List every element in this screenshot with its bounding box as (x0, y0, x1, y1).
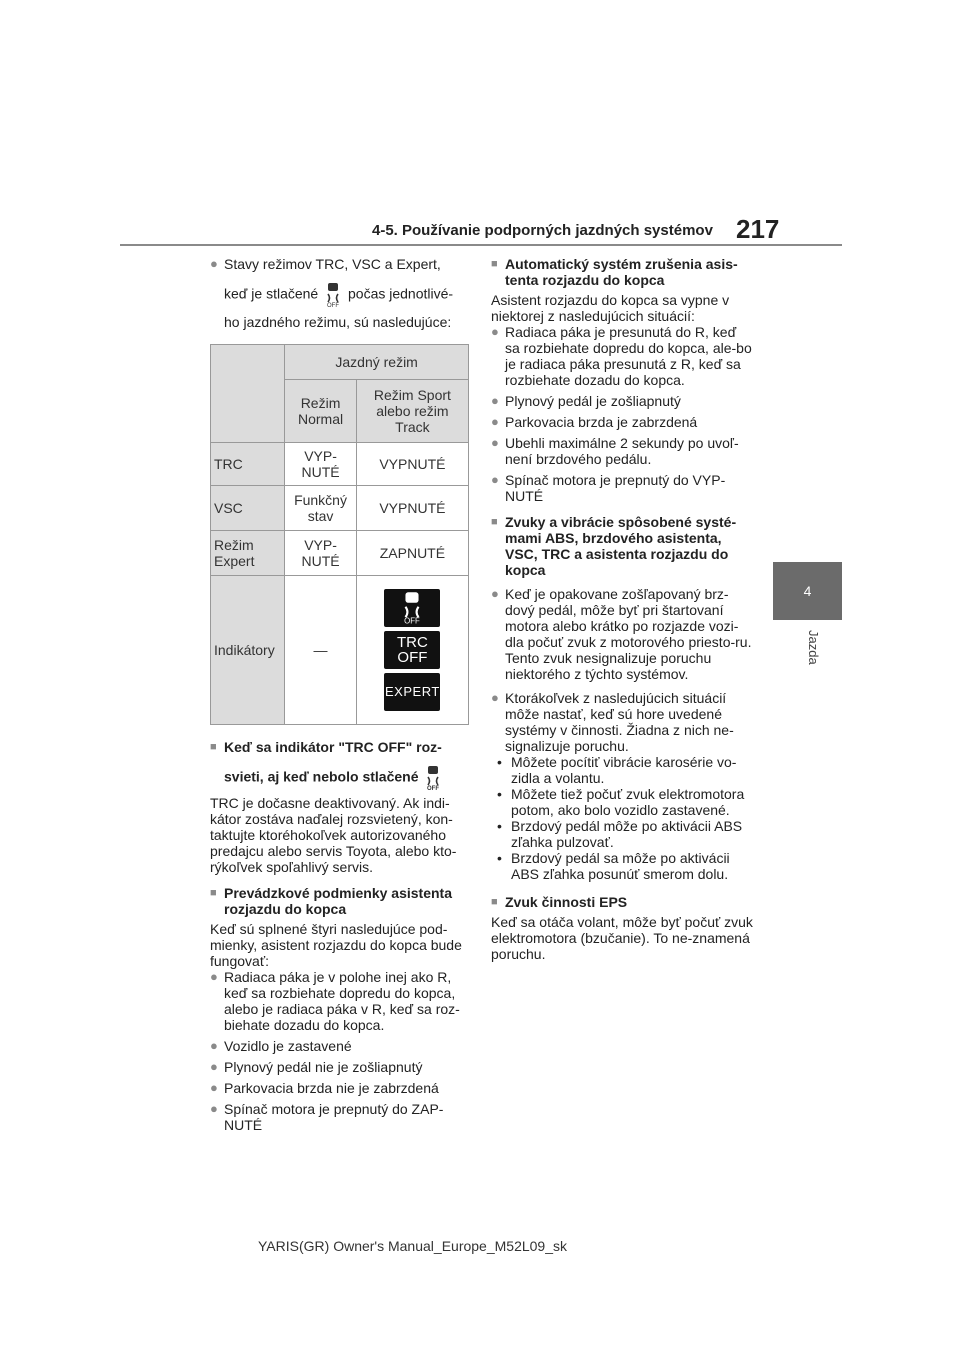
sub-list-item (491, 754, 753, 786)
header-rule (120, 244, 842, 246)
list-text: Spínač motora je prepnutý do VYP-NUTÉ (505, 472, 726, 504)
heading-trc-off (210, 739, 470, 791)
expert-indicator-icon: EXPERT (384, 673, 440, 711)
chapter-label: Jazda (806, 630, 821, 665)
list-item (210, 1038, 470, 1054)
table-cell: VYPNUTÉ (356, 443, 468, 486)
table-cell: VYP-NUTÉ (285, 531, 357, 576)
heading-text: Zvuky a vibrácie spôsobené systé-mami ABS, brzdového asistenta, VSC, TRC a asistenta rozjazdu do kopca (505, 514, 737, 578)
paragraph: TRC je dočasne deaktivovaný. Ak indi-kátor zostáva naďalej rozsvietený, kon-taktujte ktoréhokoľvek autorizovaného predajcu alebo servis Toyota, alebo kto-rýkoľvek spoľahlivý servis. (210, 795, 457, 875)
row-label: TRC (211, 443, 285, 486)
list-text: Môžete tiež počuť zvuk elektromotora potom, ako bolo vozidlo zastavené. (511, 786, 745, 818)
list-item (491, 586, 753, 682)
list-text: Ktorákoľvek z nasledujúcich situácií môže nastať, keď sú hore uvedené systémy v činnosti. Žiadna z nich ne-signalizuje poruchu. (505, 690, 734, 754)
left-column (210, 256, 470, 1138)
table-row (211, 443, 469, 486)
dot-bullet-icon: • (497, 754, 502, 770)
section-title: 4-5. Používanie podporných jazdných systémov (372, 222, 713, 239)
bullet-icon: ● (210, 1038, 218, 1053)
row-label: Indikátory (211, 576, 285, 725)
intro-text: keď je stlačené (224, 285, 319, 302)
footer-manual-id: YARIS(GR) Owner's Manual_Europe_M52L09_sk (258, 1238, 567, 1254)
square-bullet-icon: ■ (491, 516, 498, 528)
list-item (491, 690, 753, 754)
table-cell: VYP-NUTÉ (285, 443, 357, 486)
svg-text:OFF: OFF (427, 786, 440, 791)
heading-text-part: svieti, aj keď nebolo stlačené (224, 768, 419, 785)
vsc-off-indicator-glyph (397, 591, 427, 625)
table-corner (211, 345, 285, 443)
list-text: Keď je opakovane zošľapovaný brz-dový pedál, môže byť pri štartovaní motora alebo krátko po rozjazde vozi-dla počuť zvuk z motorového priesto-ru. Tento zvuk nesignalizuje poruchu niektorého z týchto systémov. (505, 586, 752, 682)
list-text: Brzdový pedál môže po aktivácii ABS zľahka pulzovať. (511, 818, 743, 850)
svg-text:OFF: OFF (327, 303, 340, 308)
indicator-text: OFF (397, 649, 428, 666)
table-row (211, 576, 469, 725)
page-number: 217 (736, 214, 780, 244)
bullet-icon: ● (491, 472, 499, 487)
bullet-icon: ● (491, 414, 499, 429)
intro-line (224, 282, 453, 308)
table-row (211, 486, 469, 531)
bullet-icon: ● (491, 324, 499, 339)
list-text: Radiaca páka je presunutá do R, keď sa rozbiehate dopredu do kopca, ale-bo je radiaca páka presunutá z R, keď sa rozbiehate dozadu do kopca. (505, 324, 752, 388)
list-text: Parkovacia brzda nie je zabrzdená (224, 1080, 439, 1096)
bullet-icon: ● (491, 435, 499, 450)
list-item (210, 1059, 470, 1075)
intro-line: ho jazdného režimu, sú nasledujúce: (224, 314, 452, 330)
square-bullet-icon: ■ (210, 887, 217, 899)
list-text: Brzdový pedál sa môže po aktivácii ABS zľahka posunúť smerom dolu. (511, 850, 730, 882)
table-col-header: Režim Normal (285, 380, 357, 443)
list-text: Parkovacia brzda je zabrzdená (505, 414, 698, 430)
list-text: Plynový pedál nie je zošliapnutý (224, 1059, 423, 1075)
table-col-header: Režim Sport alebo režim Track (356, 380, 468, 443)
indicator-cell (356, 576, 468, 725)
heading-hill-assist-conditions (210, 885, 470, 917)
vsc-off-icon (422, 765, 444, 791)
bullet-icon: ● (210, 969, 218, 984)
right-column (491, 256, 753, 962)
heading-text: Zvuk činnosti EPS (505, 894, 628, 910)
mode-table (210, 344, 469, 725)
list-text: Radiaca páka je v polohe inej ako R, keď sa rozbiehate dopredu do kopca, alebo je radiaca páka v R, keď sa roz-biehate dozadu do kopca. (224, 969, 460, 1033)
sub-list-item (491, 818, 753, 850)
trc-off-indicator-icon (384, 631, 440, 669)
list-item (491, 472, 753, 504)
bullet-icon: ● (210, 1059, 218, 1074)
table-cell: Funkčný stav (285, 486, 357, 531)
dot-bullet-icon: • (497, 818, 502, 834)
heading-sounds-vibrations (491, 514, 753, 578)
list-item (210, 1080, 470, 1096)
vsc-off-icon (322, 282, 344, 308)
intro-line: Stavy režimov TRC, VSC a Expert, (224, 256, 441, 272)
table-row (211, 531, 469, 576)
list-text: Spínač motora je prepnutý do ZAP-NUTÉ (224, 1101, 444, 1133)
heading-auto-cancel (491, 256, 753, 288)
list-text: Môžete pocítiť vibrácie karosérie vo-zidla a volantu. (511, 754, 737, 786)
intro-item (210, 256, 470, 330)
paragraph: Keď sú splnené štyri nasledujúce pod-mienky, asistent rozjazdu do kopca bude fungovať: (210, 921, 462, 969)
bullet-icon: ● (210, 1080, 218, 1095)
list-item (491, 435, 753, 467)
dot-bullet-icon: • (497, 850, 502, 866)
row-label: Režim Expert (211, 531, 285, 576)
list-item (210, 969, 470, 1033)
list-item (491, 324, 753, 388)
heading-text: Keď sa indikátor "TRC OFF" roz- (224, 739, 442, 755)
heading-text: Prevádzkové podmienky asistenta rozjazdu do kopca (224, 885, 452, 917)
sub-list-item (491, 850, 753, 882)
chapter-tab: 4 (773, 562, 842, 620)
square-bullet-icon: ■ (491, 258, 498, 270)
heading-text: Automatický systém zrušenia asis-tenta rozjazdu do kopca (505, 256, 738, 288)
bullet-icon: ● (491, 690, 499, 705)
table-group-header: Jazdný režim (285, 345, 469, 380)
list-item (210, 1101, 470, 1133)
table-cell: — (285, 576, 357, 725)
heading-text (224, 765, 444, 791)
svg-text:OFF: OFF (404, 616, 421, 625)
list-item (491, 414, 753, 430)
vsc-off-indicator-icon (384, 589, 440, 627)
table-cell: VYPNUTÉ (356, 486, 468, 531)
indicator-text: TRC (396, 634, 428, 651)
sub-list-item (491, 786, 753, 818)
square-bullet-icon: ■ (210, 741, 217, 753)
intro-text: počas jednotlivé- (348, 285, 454, 302)
paragraph: Asistent rozjazdu do kopca sa vypne v niektorej z nasledujúcich situácií: (491, 292, 730, 324)
list-text: Ubehli maximálne 2 sekundy po uvoľ-není brzdového pedálu. (505, 435, 739, 467)
bullet-icon: ● (210, 1101, 218, 1116)
list-text: Plynový pedál je zošliapnutý (505, 393, 681, 409)
dot-bullet-icon: • (497, 786, 502, 802)
paragraph: Keď sa otáča volant, môže byť počuť zvuk elektromotora (bzučanie). To ne-znamená poruchu. (491, 914, 753, 962)
bullet-icon: ● (491, 393, 499, 408)
square-bullet-icon: ■ (491, 896, 498, 908)
list-item (491, 393, 753, 409)
row-label: VSC (211, 486, 285, 531)
heading-eps-sound (491, 894, 753, 910)
bullet-icon: ● (491, 586, 499, 601)
list-text: Vozidlo je zastavené (224, 1038, 352, 1054)
table-cell: ZAPNUTÉ (356, 531, 468, 576)
bullet-icon: ● (210, 256, 218, 271)
